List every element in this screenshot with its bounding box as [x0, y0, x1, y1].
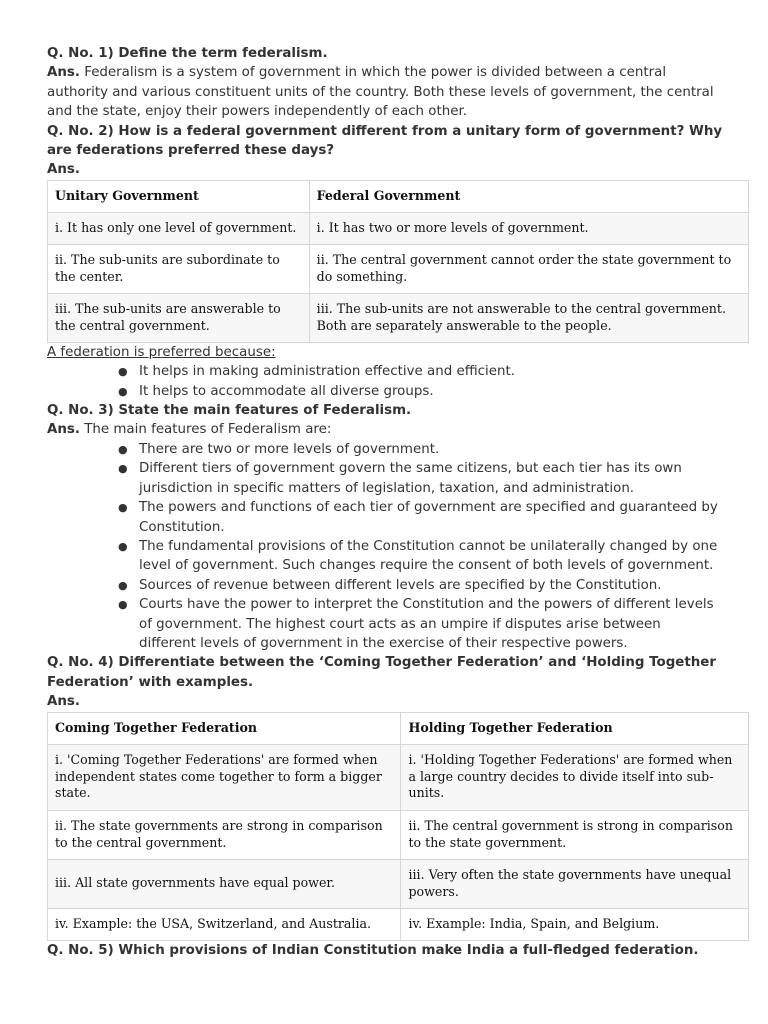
list-item — [118, 595, 719, 653]
table-header-cell: Coming Together Federation — [48, 712, 401, 744]
preferred-heading: A federation is preferred because: — [47, 344, 276, 360]
q1-answer-line3: and the state, enjoy their powers independently of each other. — [47, 104, 467, 120]
table-header-row — [48, 180, 749, 212]
table-header-cell: Federal Government — [309, 180, 748, 212]
list-item-text: Courts have the power to interpret the Constitution and the powers of different levels of government. The highest court acts as an umpire if disputes arise between different levels of government in the exercise of their respective powers. — [139, 597, 714, 651]
table-cell: i. 'Coming Together Federations' are formed when independent states come together to form a bigger state. — [48, 744, 401, 810]
q1-question: Q. No. 1) Define the term federalism. — [47, 46, 328, 61]
q1-answer-line1 — [47, 63, 749, 82]
preferred-list — [47, 362, 749, 401]
table-cell: iii. The sub-units are not answerable to the central government. Both are separately answerable to the people. — [309, 293, 748, 342]
q2-question-line1: Q. No. 2) How is a federal government different from a unitary form of government? Why — [47, 123, 723, 139]
q1-answer-text: Federalism is a system of government in which the power is divided between a central — [79, 65, 667, 81]
q1-ans-label: Ans. — [47, 65, 80, 81]
bullet-icon: ● — [118, 462, 128, 476]
q1-answer-line2: authority and various constituent units of the country. Both these levels of government, the central — [47, 84, 714, 100]
table-row — [48, 859, 749, 908]
table-header-cell: Holding Together Federation — [401, 712, 749, 744]
table-header-row — [48, 712, 749, 744]
list-item-text: Sources of revenue between different levels are specified by the Constitution. — [139, 577, 662, 593]
table-row — [48, 744, 749, 810]
table-header-cell: Unitary Government — [48, 180, 310, 212]
table-row — [48, 212, 749, 244]
list-item-text: It helps in making administration effective and efficient. — [139, 364, 515, 380]
bullet-icon: ● — [118, 578, 128, 592]
bullet-icon: ● — [118, 501, 128, 515]
table-cell: i. 'Holding Together Federations' are formed when a large country decides to divide itself into sub-units. — [401, 744, 749, 810]
table-cell: ii. The state governments are strong in comparison to the central government. — [48, 810, 401, 859]
bullet-icon: ● — [118, 365, 128, 379]
list-item — [118, 459, 719, 498]
table-cell: iv. Example: India, Spain, and Belgium. — [401, 908, 749, 940]
table-cell: i. It has two or more levels of government. — [309, 212, 748, 244]
list-item-text: The powers and functions of each tier of government are specified and guaranteed by Constitution. — [139, 500, 718, 535]
table-cell: i. It has only one level of government. — [48, 212, 310, 244]
list-item — [118, 537, 719, 576]
q2-question-line2: are federations preferred these days? — [47, 143, 335, 159]
table-row — [48, 908, 749, 940]
q4-ans-label: Ans. — [47, 694, 80, 710]
table-cell: iv. Example: the USA, Switzerland, and Australia. — [48, 908, 401, 940]
bullet-icon: ● — [118, 442, 128, 456]
q2-ans-label: Ans. — [47, 162, 80, 178]
table-cell: ii. The central government is strong in comparison to the state government. — [401, 810, 749, 859]
list-item — [118, 362, 719, 381]
list-item — [118, 576, 719, 595]
bullet-icon: ● — [118, 384, 128, 398]
bullet-icon: ● — [118, 539, 128, 553]
list-item-text: It helps to accommodate all diverse groups. — [139, 383, 434, 399]
q3-intro-text: The main features of Federalism are: — [79, 422, 332, 438]
list-item — [118, 440, 719, 459]
list-item-text: Different tiers of government govern the same citizens, but each tier has its own jurisdiction in specific matters of legislation, taxation, and administration. — [139, 461, 682, 496]
bullet-icon: ● — [118, 598, 128, 612]
unitary-federal-table — [47, 180, 749, 343]
list-item — [118, 498, 719, 537]
table-row — [48, 293, 749, 342]
table-cell: iii. The sub-units are answerable to the central government. — [48, 293, 310, 342]
list-item-text: There are two or more levels of government. — [139, 441, 440, 457]
list-item — [118, 382, 719, 401]
q3-ans-label: Ans. — [47, 422, 80, 438]
list-item-text: The fundamental provisions of the Constitution cannot be unilaterally changed by one level of government. Such changes require the consent of both levels of government. — [139, 538, 718, 574]
q4-question-line1: Q. No. 4) Differentiate between the ‘Coming Together Federation’ and ‘Holding Together — [47, 655, 716, 671]
q4-question-line2: Federation’ with examples. — [47, 674, 254, 690]
q3-question: Q. No. 3) State the main features of Federalism. — [47, 403, 412, 419]
q3-intro — [47, 420, 749, 439]
features-list — [47, 440, 749, 653]
federation-types-table — [47, 712, 749, 941]
table-cell: ii. The central government cannot order the state government to do something. — [309, 244, 748, 293]
document-page — [47, 44, 749, 960]
table-cell: iii. Very often the state governments have unequal powers. — [401, 859, 749, 908]
table-row — [48, 810, 749, 859]
table-cell: iii. All state governments have equal power. — [48, 859, 401, 908]
table-row — [48, 244, 749, 293]
q5-question: Q. No. 5) Which provisions of Indian Constitution make India a full-fledged federation. — [47, 942, 699, 958]
table-cell: ii. The sub-units are subordinate to the center. — [48, 244, 310, 293]
